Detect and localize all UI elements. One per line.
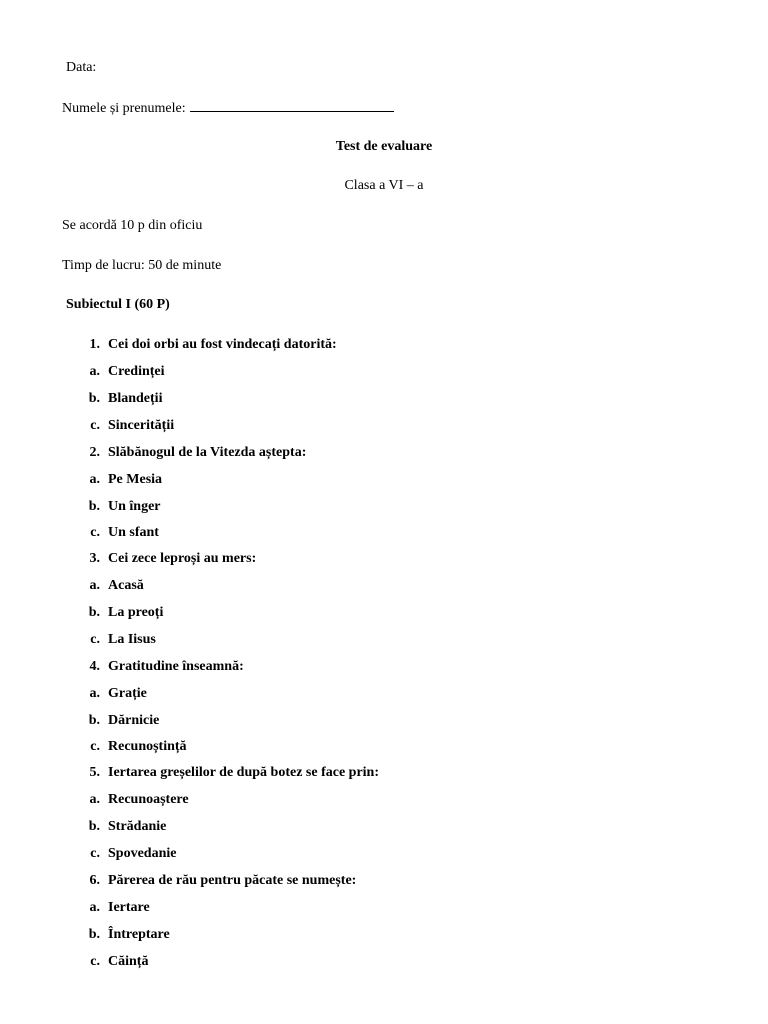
question-number: 4. (89, 659, 100, 674)
option-letter: b. (88, 819, 100, 834)
question-text: Cei doi orbi au fost vindecați datorită: (108, 337, 337, 352)
option-6a (89, 900, 150, 916)
option-text: Blandeții (108, 391, 163, 406)
question-4 (89, 659, 244, 675)
option-5b (88, 819, 167, 835)
option-text: Spovedanie (108, 846, 177, 861)
option-text: Iertare (108, 900, 150, 915)
option-text: Pe Mesia (108, 472, 163, 487)
question-number: 5. (89, 765, 100, 780)
question-text: Cei zece leproși au mers: (108, 551, 257, 566)
option-letter: c. (90, 739, 100, 754)
date-label: Data: (66, 60, 97, 75)
option-text: Întreptare (108, 927, 170, 942)
question-number: 2. (89, 445, 100, 460)
question-6 (89, 873, 357, 889)
option-1b (88, 391, 163, 407)
option-letter: a. (89, 364, 100, 379)
option-5a (89, 792, 189, 808)
option-letter: b. (88, 391, 100, 406)
question-number: 1. (89, 337, 100, 352)
class-label: Clasa a VI – a (344, 178, 424, 193)
bonus-points: Se acordă 10 p din oficiu (62, 218, 203, 233)
option-1c (90, 418, 175, 434)
option-letter: a. (89, 472, 100, 487)
option-5c (90, 846, 177, 862)
test-title: Test de evaluare (335, 139, 433, 154)
option-1a (89, 364, 165, 380)
option-3a (89, 578, 144, 594)
option-text: Grație (108, 686, 147, 701)
time-limit: Timp de lucru: 50 de minute (62, 258, 222, 273)
option-letter: c. (90, 632, 100, 647)
option-letter: a. (89, 578, 100, 593)
option-text: Un înger (108, 499, 161, 514)
name-field (62, 99, 394, 117)
option-letter: c. (90, 846, 100, 861)
name-label: Numele și prenumele: (62, 101, 186, 116)
option-2a (89, 472, 163, 488)
option-3c (90, 632, 156, 648)
option-2c (90, 525, 159, 541)
option-text: Recunoștință (108, 739, 187, 754)
option-2b (88, 499, 161, 515)
option-text: La preoți (108, 605, 164, 620)
option-letter: b. (88, 713, 100, 728)
option-4c (90, 739, 187, 755)
option-letter: b. (88, 605, 100, 620)
option-text: Sincerității (108, 418, 175, 433)
question-text: Iertarea greșelilor de după botez se face prin: (108, 765, 380, 780)
question-number: 6. (89, 873, 100, 888)
option-letter: c. (90, 954, 100, 969)
option-text: Căință (108, 954, 149, 969)
option-4a (89, 686, 147, 702)
option-text: Un sfant (108, 525, 159, 540)
question-text: Gratitudine înseamnă: (108, 659, 244, 674)
option-letter: b. (88, 927, 100, 942)
question-text: Părerea de rău pentru păcate se numește: (108, 873, 357, 888)
option-letter: a. (89, 900, 100, 915)
option-4b (88, 713, 160, 729)
question-1 (89, 337, 337, 353)
option-3b (88, 605, 164, 621)
option-text: Credinței (108, 364, 165, 379)
option-letter: b. (88, 499, 100, 514)
option-text: Recunoaștere (108, 792, 189, 807)
option-letter: a. (89, 792, 100, 807)
question-5 (89, 765, 380, 781)
option-6c (90, 954, 149, 970)
option-text: Acasă (108, 578, 144, 593)
option-letter: c. (90, 525, 100, 540)
question-3 (89, 551, 257, 567)
option-text: Strădanie (108, 819, 167, 834)
option-letter: a. (89, 686, 100, 701)
question-text: Slăbănogul de la Vitezda aștepta: (108, 445, 307, 460)
question-2 (89, 445, 307, 461)
option-text: Dărnicie (108, 713, 160, 728)
option-text: La Iisus (108, 632, 156, 647)
option-letter: c. (90, 418, 100, 433)
question-number: 3. (89, 551, 100, 566)
section-title: Subiectul I (60 P) (66, 297, 170, 312)
option-6b (88, 927, 170, 943)
name-blank-line (190, 99, 394, 112)
